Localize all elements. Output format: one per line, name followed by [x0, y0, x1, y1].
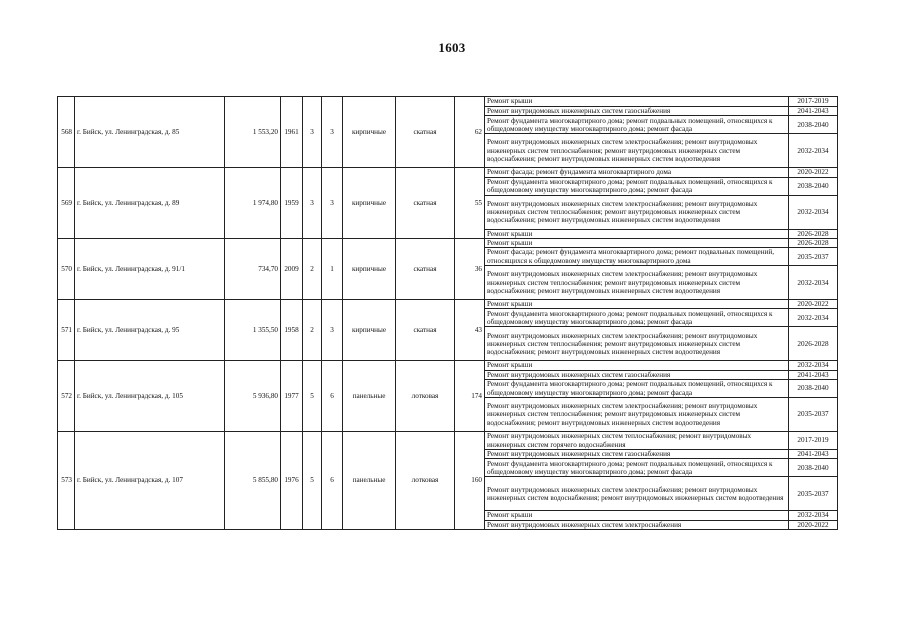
repair-period: 2032-2034 [789, 195, 838, 229]
repair-period: 2017-2019 [789, 97, 838, 107]
table-row [58, 238, 838, 247]
table-row [58, 97, 838, 107]
repair-period: 2032-2034 [789, 134, 838, 168]
record-roof: скатная [396, 238, 455, 299]
repair-period: 2017-2019 [789, 432, 838, 450]
repair-period: 2020-2022 [789, 300, 838, 309]
record-number: 571 [58, 300, 75, 361]
record-address: г. Бийск, ул. Ленинградская, д. 107 [75, 432, 225, 530]
repair-work-type: Ремонт фасада; ремонт фундамента многоквартирного дома; ремонт подвальных помещений, относящихся к общедомовому имуществу многоквартирного дома [485, 248, 789, 266]
repair-work-type: Ремонт внутридомовых инженерных систем электроснабжения; ремонт внутридомовых инженерных систем водоснабжения; ремонт внутридомовых инженерных систем водоотведения [485, 477, 789, 511]
record-entrances: 6 [322, 361, 343, 432]
repair-period: 2041-2043 [789, 370, 838, 379]
repair-period: 2038-2040 [789, 177, 838, 195]
repair-work-type: Ремонт крыши [485, 229, 789, 238]
record-year: 1961 [281, 97, 303, 168]
record-entrances: 1 [322, 238, 343, 299]
repair-period: 2026-2028 [789, 327, 838, 361]
repair-period: 2041-2043 [789, 450, 838, 459]
record-floors: 3 [303, 168, 322, 239]
record-residents: 43 [455, 300, 485, 361]
repair-period: 2032-2034 [789, 309, 838, 327]
record-area: 5 936,80 [225, 361, 281, 432]
record-area: 5 855,80 [225, 432, 281, 530]
repair-work-type: Ремонт внутридомовых инженерных систем электроснабжения; ремонт внутридомовых инженерных систем теплоснабжения; ремонт внутридомовых инженерных систем водоснабжения; ремонт внутридомовых инженерных систем водоотведения [485, 327, 789, 361]
record-entrances: 3 [322, 168, 343, 239]
record-residents: 160 [455, 432, 485, 530]
record-walls: панельные [343, 432, 396, 530]
repair-work-type: Ремонт фасада; ремонт фундамента многоквартирного дома [485, 168, 789, 177]
repair-period: 2035-2037 [789, 477, 838, 511]
repair-work-type: Ремонт внутридомовых инженерных систем электроснабжения; ремонт внутридомовых инженерных систем теплоснабжения; ремонт внутридомовых инженерных систем водоснабжения; ремонт внутридомовых инженерных систем водоотведения [485, 195, 789, 229]
repair-work-type: Ремонт внутридомовых инженерных систем электроснабжения [485, 520, 789, 529]
record-floors: 5 [303, 361, 322, 432]
repair-work-type: Ремонт внутридомовых инженерных систем электроснабжения; ремонт внутридомовых инженерных систем теплоснабжения; ремонт внутридомовых инженерных систем водоснабжения; ремонт внутридомовых инженерных систем водоотведения [485, 398, 789, 432]
record-number: 570 [58, 238, 75, 299]
record-address: г. Бийск, ул. Ленинградская, д. 95 [75, 300, 225, 361]
repair-period: 2026-2028 [789, 238, 838, 247]
record-roof: лотковая [396, 361, 455, 432]
record-walls: панельные [343, 361, 396, 432]
repair-work-type: Ремонт внутридомовых инженерных систем теплоснабжения; ремонт внутридомовых инженерных систем горячего водоснабжения [485, 432, 789, 450]
record-area: 734,70 [225, 238, 281, 299]
record-year: 1977 [281, 361, 303, 432]
record-residents: 36 [455, 238, 485, 299]
repair-period: 2032-2034 [789, 511, 838, 520]
repair-work-type: Ремонт крыши [485, 300, 789, 309]
repair-work-type: Ремонт внутридомовых инженерных систем электроснабжения; ремонт внутридомовых инженерных систем теплоснабжения; ремонт внутридомовых инженерных систем водоснабжения; ремонт внутридомовых инженерных систем водоотведения [485, 134, 789, 168]
record-year: 2009 [281, 238, 303, 299]
record-area: 1 974,80 [225, 168, 281, 239]
record-walls: кирпичные [343, 238, 396, 299]
repair-period: 2041-2043 [789, 107, 838, 116]
record-area: 1 553,20 [225, 97, 281, 168]
repair-work-type: Ремонт крыши [485, 511, 789, 520]
record-year: 1959 [281, 168, 303, 239]
record-number: 573 [58, 432, 75, 530]
repair-work-type: Ремонт фундамента многоквартирного дома; ремонт подвальных помещений, относящихся к общедомовому имуществу многоквартирного дома; ремонт фасада [485, 116, 789, 134]
repair-work-type: Ремонт внутридомовых инженерных систем газоснабжения [485, 370, 789, 379]
record-entrances: 3 [322, 300, 343, 361]
repair-period: 2026-2028 [789, 229, 838, 238]
record-floors: 3 [303, 97, 322, 168]
repair-work-type: Ремонт фундамента многоквартирного дома; ремонт подвальных помещений, относящихся к общедомовому имуществу многоквартирного дома; ремонт фасада [485, 380, 789, 398]
housing-repair-table [57, 96, 838, 530]
page-number: 1603 [438, 40, 466, 55]
record-walls: кирпичные [343, 300, 396, 361]
record-roof: скатная [396, 300, 455, 361]
repair-period: 2035-2037 [789, 248, 838, 266]
table-row [58, 432, 838, 450]
record-floors: 2 [303, 238, 322, 299]
record-floors: 2 [303, 300, 322, 361]
repair-period: 2038-2040 [789, 380, 838, 398]
record-roof: скатная [396, 97, 455, 168]
record-roof: лотковая [396, 432, 455, 530]
repair-work-type: Ремонт фундамента многоквартирного дома; ремонт подвальных помещений, относящихся к общедомовому имуществу многоквартирного дома; ремонт фасада [485, 177, 789, 195]
record-floors: 5 [303, 432, 322, 530]
repair-work-type: Ремонт внутридомовых инженерных систем электроснабжения; ремонт внутридомовых инженерных систем теплоснабжения; ремонт внутридомовых инженерных систем водоснабжения; ремонт внутридомовых инженерных систем водоотведения [485, 266, 789, 300]
repair-period: 2038-2040 [789, 459, 838, 477]
repair-work-type: Ремонт крыши [485, 238, 789, 247]
repair-period: 2035-2037 [789, 398, 838, 432]
record-address: г. Бийск, ул. Ленинградская, д. 91/1 [75, 238, 225, 299]
record-number: 569 [58, 168, 75, 239]
record-residents: 174 [455, 361, 485, 432]
table-row [58, 168, 838, 177]
repair-period: 2032-2034 [789, 266, 838, 300]
table-row [58, 361, 838, 370]
record-year: 1958 [281, 300, 303, 361]
repair-period: 2020-2022 [789, 520, 838, 529]
table-row [58, 300, 838, 309]
repair-work-type: Ремонт крыши [485, 361, 789, 370]
record-entrances: 3 [322, 97, 343, 168]
repair-period: 2032-2034 [789, 361, 838, 370]
record-roof: скатная [396, 168, 455, 239]
repair-period: 2038-2040 [789, 116, 838, 134]
repair-work-type: Ремонт фундамента многоквартирного дома; ремонт подвальных помещений, относящихся к общедомовому имуществу многоквартирного дома; ремонт фасада [485, 309, 789, 327]
record-walls: кирпичные [343, 168, 396, 239]
repair-work-type: Ремонт внутридомовых инженерных систем газоснабжения [485, 107, 789, 116]
record-address: г. Бийск, ул. Ленинградская, д. 85 [75, 97, 225, 168]
record-year: 1976 [281, 432, 303, 530]
record-address: г. Бийск, ул. Ленинградская, д. 89 [75, 168, 225, 239]
record-number: 568 [58, 97, 75, 168]
record-entrances: 6 [322, 432, 343, 530]
record-residents: 62 [455, 97, 485, 168]
repair-work-type: Ремонт внутридомовых инженерных систем газоснабжения [485, 450, 789, 459]
record-address: г. Бийск, ул. Ленинградская, д. 105 [75, 361, 225, 432]
repair-period: 2020-2022 [789, 168, 838, 177]
record-walls: кирпичные [343, 97, 396, 168]
record-area: 1 355,50 [225, 300, 281, 361]
record-number: 572 [58, 361, 75, 432]
repair-work-type: Ремонт крыши [485, 97, 789, 107]
table-body [58, 97, 838, 530]
repair-work-type: Ремонт фундамента многоквартирного дома; ремонт подвальных помещений, относящихся к общедомовому имуществу многоквартирного дома; ремонт фасада [485, 459, 789, 477]
record-residents: 55 [455, 168, 485, 239]
